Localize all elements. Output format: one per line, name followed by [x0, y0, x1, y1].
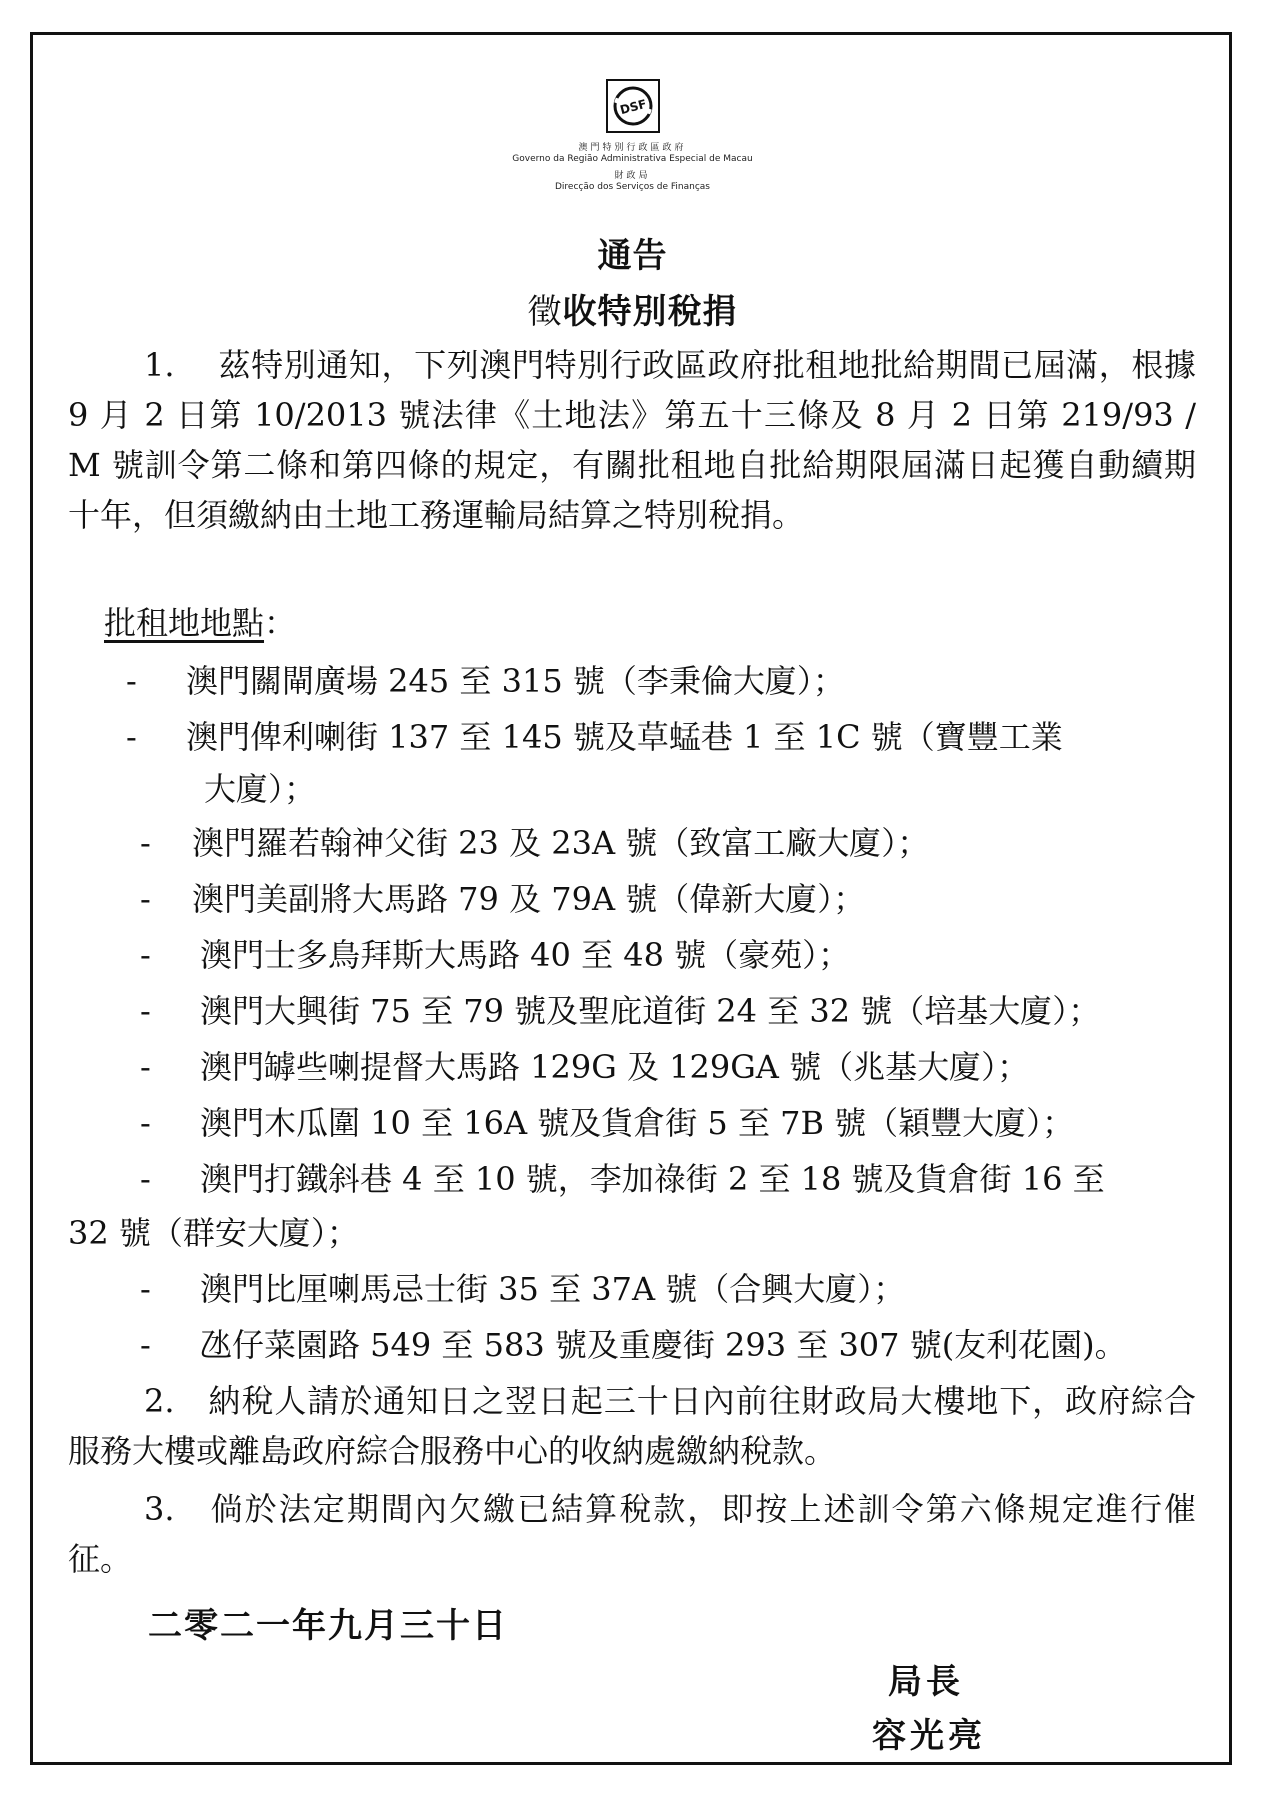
- logo-text: DSF: [617, 96, 648, 118]
- org-name-pt: Governo da Região Administrativa Especial de Macau: [512, 154, 753, 164]
- location-item: 澳門俾利喇街 137 至 145 號及草蜢巷 1 至 1C 號（寶豐工業: [186, 718, 1063, 756]
- location-item: 澳門關閘廣場 245 至 315 號（李秉倫大廈）；: [186, 662, 845, 700]
- subtitle-prefix: 徵: [527, 292, 563, 332]
- location-item: 澳門木瓜圍 10 至 16A 號及貨倉街 5 至 7B 號（穎豐大廈）；: [200, 1104, 1075, 1142]
- location-item: 氹仔菜園路 549 至 583 號及重慶街 293 至 307 號(友利花園)。: [200, 1326, 1127, 1364]
- bullet-dash: -: [140, 824, 151, 862]
- bullet-dash: -: [140, 1270, 151, 1308]
- signer-name: 容光亮: [872, 1716, 986, 1756]
- paragraph-1: 1. 茲特別通知，下列澳門特別行政區政府批租地批給期間已屆滿，根據 9 月 2 日第 10/2013 號法律《土地法》第五十三條及 8 月 2 日第 219/93 / M 號訓令第二條和第四條的規定，有關批租地自批給期限屆滿日起獲自動續期十年，但須繳納由土地工務運輸局結算之特別稅捐。: [68, 346, 1196, 534]
- location-item: 澳門打鐵斜巷 4 至 10 號，李加祿街 2 至 18 號及貨倉街 16 至: [200, 1160, 1105, 1198]
- bullet-dash: -: [140, 1104, 151, 1142]
- bullet-dash: -: [140, 936, 151, 974]
- subtitle-bold: 收特別稅捐: [562, 292, 738, 332]
- notice-subtitle: [0, 284, 1265, 333]
- logo-area: [0, 78, 1265, 138]
- locations-heading-colon: ：: [264, 604, 297, 642]
- paragraph-3: 3. 倘於法定期間內欠繳已結算稅款，即按上述訓令第六條規定進行催征。: [68, 1490, 1196, 1578]
- org-name-zh: 澳門特別行政區政府: [578, 143, 687, 153]
- bullet-dash: -: [140, 1326, 151, 1364]
- location-item: 澳門美副將大馬路 79 及 79A 號（偉新大廈）；: [192, 880, 866, 918]
- bullet-dash: -: [140, 1048, 151, 1086]
- bullet-dash: -: [140, 992, 151, 1030]
- bullet-dash: -: [126, 662, 137, 700]
- location-item: 澳門羅若翰神父街 23 及 23A 號（致富工廠大廈）；: [192, 824, 930, 862]
- location-item: 澳門大興街 75 至 79 號及聖庇道街 24 至 32 號（培基大廈）；: [200, 992, 1101, 1030]
- bullet-dash: -: [140, 1160, 151, 1198]
- dept-name-pt: Direcção dos Serviços de Finanças: [554, 182, 710, 192]
- signer-title: 局長: [888, 1662, 964, 1702]
- paragraph-2: 2. 納稅人請於通知日之翌日起三十日內前往財政局大樓地下，政府綜合服務大樓或離島政府綜合服務中心的收納處繳納稅款。: [68, 1382, 1196, 1470]
- location-item-continued: 32 號（群安大廈）；: [68, 1214, 359, 1252]
- locations-heading: [104, 598, 296, 648]
- location-item-continued: 大廈）；: [204, 770, 317, 808]
- dept-name-zh: 財政局: [614, 171, 651, 181]
- dsf-logo: [605, 78, 661, 134]
- location-item: 澳門士多鳥拜斯大馬路 40 至 48 號（豪苑）；: [200, 936, 851, 974]
- notice-date: 二零二一年九月三十日: [148, 1606, 508, 1646]
- locations-heading-text: 批租地地點: [104, 604, 265, 642]
- bullet-dash: -: [140, 880, 151, 918]
- location-item: 澳門罅些喇提督大馬路 129G 及 129GA 號（兆基大廈）；: [200, 1048, 1030, 1086]
- notice-title: 通告: [597, 236, 668, 276]
- location-item: 澳門比厘喇馬忌士街 35 至 37A 號（合興大廈）；: [200, 1270, 906, 1308]
- bullet-dash: -: [126, 718, 137, 756]
